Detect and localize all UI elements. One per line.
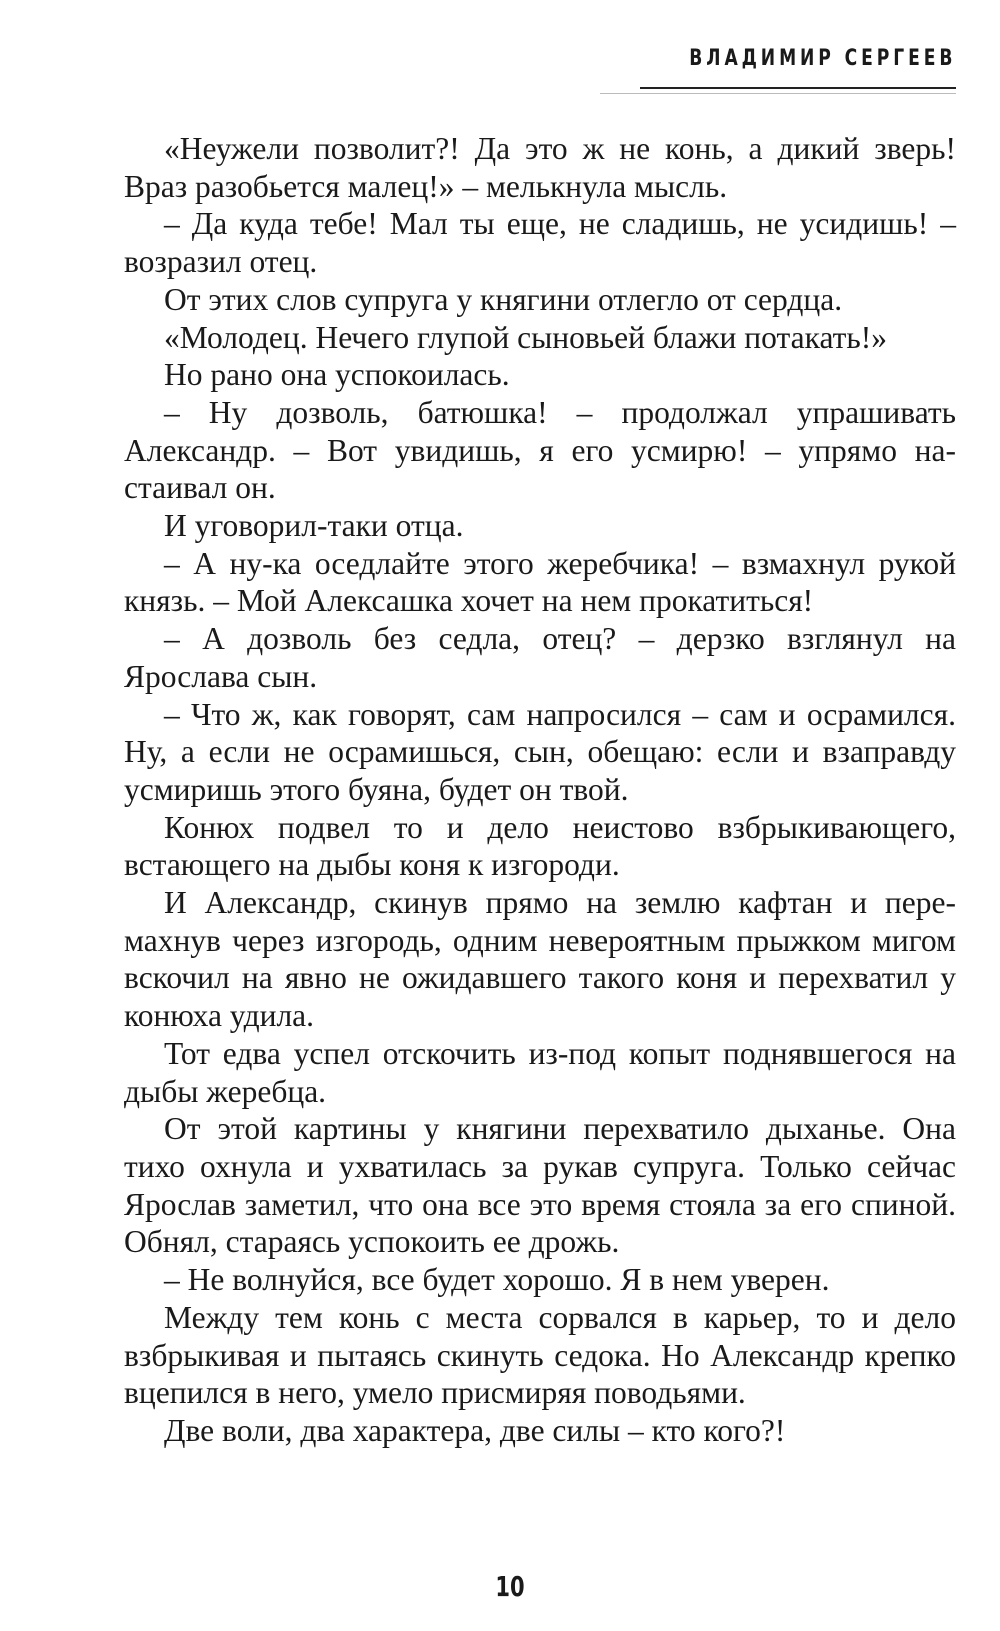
header-rule-faint bbox=[600, 93, 956, 94]
paragraph: – Ну дозволь, батюшка! – продолжал упрашивать Александр. – Вот увидишь, я его усмирю! – упрямо настаивал он. bbox=[124, 394, 956, 506]
paragraph: «Неужели позволит?! Да это ж не конь, а дикий зверь! Враз разобьется малец!» – мелькнула мысль. bbox=[124, 131, 956, 204]
running-header: ВЛАДИМИР СЕРГЕЕВ bbox=[688, 46, 956, 71]
body-text bbox=[124, 130, 956, 1450]
paragraph: Между тем конь с места сорвался в карьер, то и дело взбрыкивая и пытаясь скинуть седока. Но Александр крепко вцепился в него, умело присмиряя поводьями. bbox=[124, 1299, 956, 1411]
paragraph: И уговорил-таки отца. bbox=[164, 508, 464, 544]
paragraph: – Да куда тебе! Мал ты еще, не сладишь, не усидишь! – возразил отец. bbox=[124, 206, 956, 280]
paragraph: Конюх подвел то и дело неистово взбрыкивающего, встающего на дыбы коня к изгороди. bbox=[124, 809, 956, 883]
paragraph: От этой картины у княгини перехватило дыханье. Она тихо охнула и ухватилась за рукав супруга. Только сейчас Ярослав заметил, что она все это время стояла за его спиной. Обнял, стараясь успокоить ее дрожь. bbox=[124, 1111, 956, 1260]
paragraph: – Не волнуйся, все будет хорошо. Я в нем уверен. bbox=[164, 1262, 830, 1298]
paragraph: Тот едва успел отскочить из-под копыт поднявшегося на дыбы жеребца. bbox=[124, 1035, 956, 1109]
paragraph: И Александр, скинув прямо на землю кафтан и перемахнув через изгородь, одним невероятным прыжком мигом вскочил на явно не ожидавшего такого коня и перехватил у конюха удила. bbox=[124, 885, 956, 1034]
page-number: 10 bbox=[495, 1570, 525, 1603]
paragraph: Две воли, два характера, две силы – кто кого?! bbox=[164, 1412, 786, 1448]
paragraph: «Молодец. Нечего глупой сыновьей блажи потакать!» bbox=[164, 319, 887, 355]
header-rule bbox=[640, 87, 956, 89]
paragraph: – А ну-ка оседлайте этого жеребчика! – взмахнул рукой князь. – Мой Алексашка хочет на нем прокатиться! bbox=[124, 545, 956, 619]
paragraph: Но рано она успокоилась. bbox=[164, 357, 510, 393]
paragraph: – Что ж, как говорят, сам напросился – сам и осрамился. Ну, а если не осрамишься, сын, обещаю: если и взаправду усмиришь этого буяна, будет он твой. bbox=[124, 696, 956, 807]
paragraph: От этих слов супруга у княгини отлегло от сердца. bbox=[164, 281, 843, 317]
paragraph: – А дозволь без седла, отец? – дерзко взглянул на Ярослава сын. bbox=[124, 621, 956, 694]
